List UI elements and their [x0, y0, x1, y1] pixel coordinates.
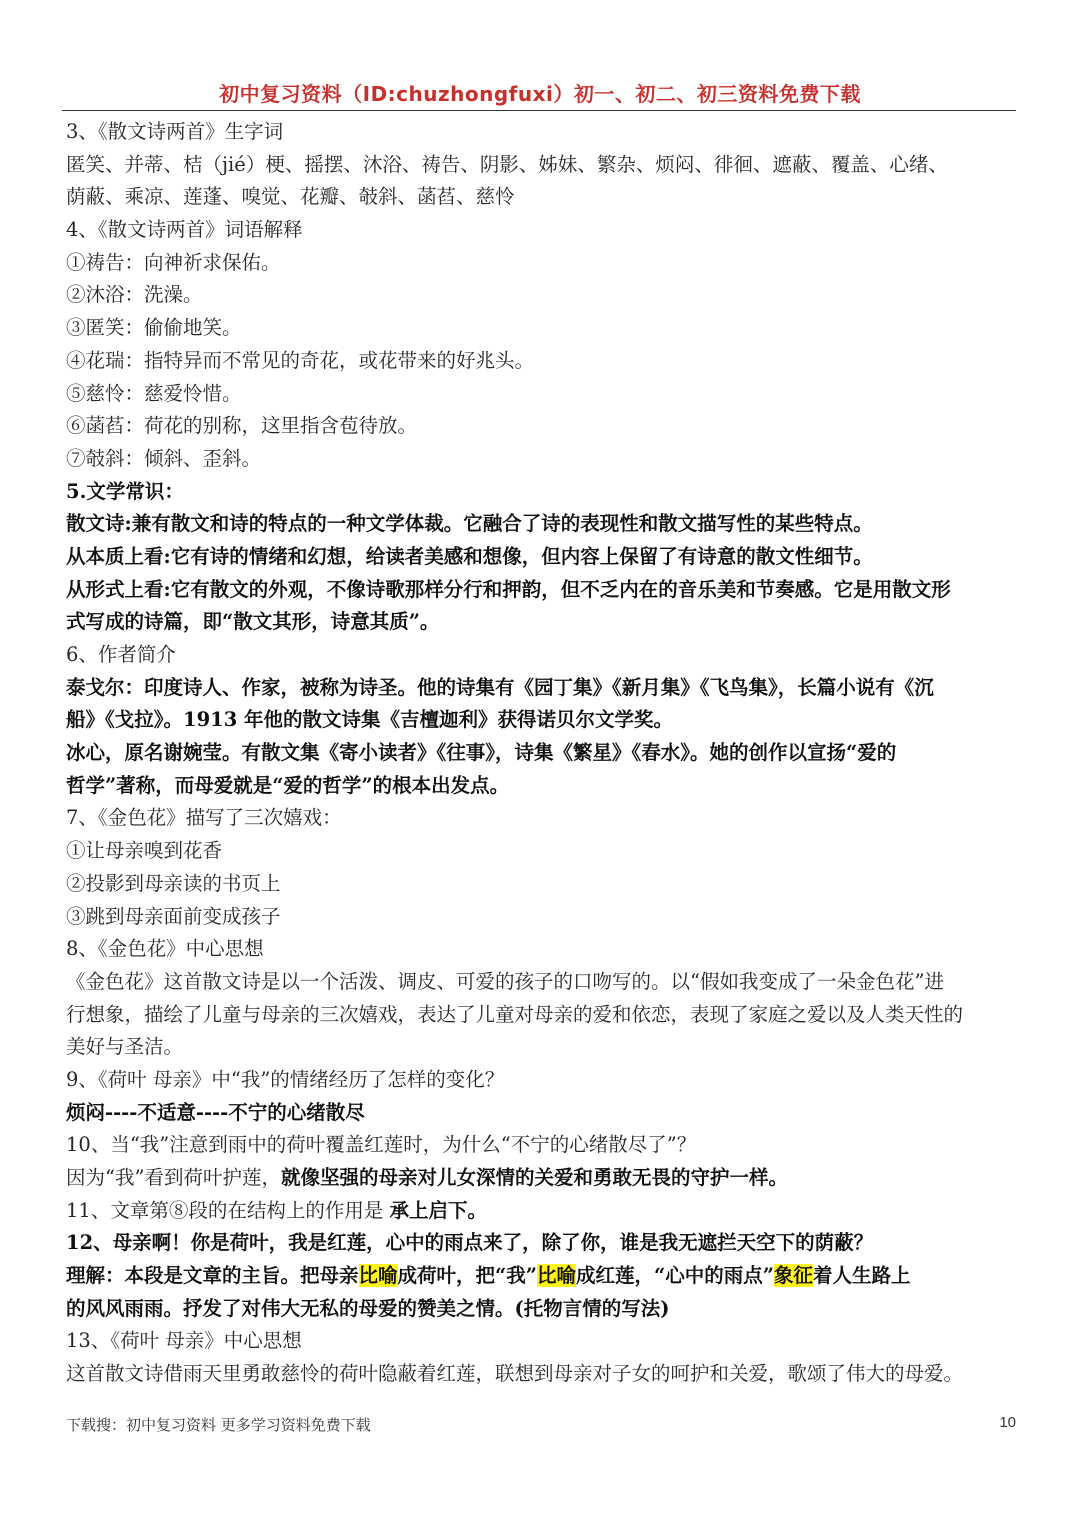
page-number: 10 [999, 1414, 1016, 1431]
answer-mid: 成荷叶，把“我” [397, 1264, 537, 1288]
definition-item: ②沐浴：洗澡。 [66, 283, 203, 307]
question-lead: 11、文章第⑧段的在结构上的作用是 [66, 1198, 390, 1222]
paragraph-line: 散文诗:兼有散文和诗的特点的一种文学体裁。它融合了诗的表现性和散文描写性的某些特点。 [66, 512, 873, 536]
highlight-term: 比喻 [358, 1264, 398, 1288]
section-heading: 5.文学常识： [66, 479, 184, 503]
vocab-line: 匿笑、并蒂、桔（jié）梗、摇摆、沐浴、祷告、阴影、姊妹、繁杂、烦闷、徘徊、遮蔽、覆盖、心绪、 [66, 152, 948, 176]
definition-item: ⑥菡萏：荷花的别称，这里指含苞待放。 [66, 414, 418, 438]
section-heading: 7、《金色花》描写了三次嬉戏： [66, 806, 342, 830]
paragraph-line: 《金色花》这首散文诗是以一个活泼、调皮、可爱的孩子的口吻写的。以“假如我变成了一朵金色花”进 [66, 969, 944, 993]
list-item: ②投影到母亲读的书页上 [66, 871, 281, 895]
list-item: ①让母亲嗅到花香 [66, 839, 223, 863]
header-divider [62, 110, 1016, 111]
answer-bold: 就像坚强的母亲对儿女深情的关爱和勇敢无畏的守护一样。 [280, 1166, 788, 1189]
answer-lead: 因为“我”看到荷叶护莲， [66, 1166, 281, 1189]
definition-item: ③匿笑：偷偷地笑。 [66, 316, 242, 340]
answer-lead: 理解：本段是文章的主旨。把母亲 [66, 1264, 359, 1288]
answer-line: 烦闷----不适意----不宁的心绪散尽 [66, 1100, 365, 1124]
answer-line [66, 1260, 1021, 1293]
answer-bold: 承上启下。 [389, 1198, 488, 1222]
paragraph-line: 泰戈尔：印度诗人、作家，被称为诗圣。他的诗集有《园丁集》《新月集》《飞鸟集》，长篇小说有《沉 [66, 675, 934, 699]
section-heading: 8、《金色花》中心思想 [66, 937, 264, 961]
paragraph-line: 哲学”著称，而母爱就是“爱的哲学”的根本出发点。 [66, 773, 510, 797]
paragraph-line: 行想象，描绘了儿童与母亲的三次嬉戏，表达了儿童对母亲的爱和依恋，表现了家庭之爱以及人类天性的 [66, 1002, 964, 1026]
definition-item: ⑦攲斜：倾斜、歪斜。 [66, 446, 262, 470]
page-header-title: 初中复习资料（ID:chuzhongfuxi）初一、初二、初三资料免费下载 [219, 82, 861, 106]
paragraph-line: 从本质上看:它有诗的情绪和幻想，给读者美感和想像，但内容上保留了有诗意的散文性细节。 [66, 544, 873, 568]
list-item: ③跳到母亲面前变成孩子 [66, 904, 281, 928]
document-body [66, 116, 1021, 1391]
section-heading: 13、《荷叶 母亲》中心思想 [66, 1329, 302, 1353]
footer-text: 下载搜：初中复习资料 更多学习资料免费下载 [66, 1416, 371, 1434]
paragraph-line: 美好与圣洁。 [66, 1035, 184, 1059]
paragraph-line: 这首散文诗借雨天里勇敢慈怜的荷叶隐蔽着红莲，联想到母亲对子女的呵护和关爱，歌颂了伟大的母爱。 [66, 1362, 964, 1386]
definition-item: ④花瑞：指特异而不常见的奇花，或花带来的好兆头。 [66, 348, 535, 372]
question-line: 9、《荷叶 母亲》中“我”的情绪经历了怎样的变化？ [66, 1067, 505, 1091]
answer-mid: 成红莲，“心中的雨点” [575, 1264, 774, 1288]
paragraph-line: 式写成的诗篇，即“散文其形，诗意其质”。 [66, 610, 440, 634]
highlight-term: 象征 [773, 1264, 813, 1288]
paragraph-line: 从形式上看:它有散文的外观，不像诗歌那样分行和押韵，但不乏内在的音乐美和节奏感。它是用散文形 [66, 577, 951, 601]
highlight-term: 比喻 [536, 1264, 576, 1288]
section-heading: 6、作者简介 [66, 643, 176, 666]
question-line: 12、母亲啊！你是荷叶，我是红莲，心中的雨点来了，除了你，谁是我无遮拦天空下的荫蔽？ [66, 1231, 874, 1255]
answer-line [66, 1162, 1021, 1195]
vocab-line: 荫蔽、乘凉、莲蓬、嗅觉、花瓣、攲斜、菡萏、慈怜 [66, 185, 515, 209]
section-heading: 4、《散文诗两首》词语解释 [66, 218, 303, 242]
paragraph-line: 冰心，原名谢婉莹。有散文集《寄小读者》《往事》，诗集《繁星》《春水》。她的创作以宣扬“爱的 [66, 741, 897, 765]
section-heading: 3、《散文诗两首》生字词 [66, 120, 284, 143]
answer-tail: 着人生路上 [812, 1264, 911, 1288]
answer-line: 的风风雨雨。抒发了对伟大无私的母爱的赞美之情。(托物言情的写法) [66, 1296, 670, 1320]
definition-item: ①祷告：向神祈求保佑。 [66, 250, 281, 274]
question-line: 10、当“我”注意到雨中的荷叶覆盖红莲时，为什么“不宁的心绪散尽了”？ [66, 1133, 697, 1157]
definition-item: ⑤慈怜：慈爱怜惜。 [66, 381, 242, 405]
question-line [66, 1195, 1021, 1228]
paragraph-line: 船》《戈拉》。1913 年他的散文诗集《吉檀迦利》获得诺贝尔文学奖。 [66, 708, 674, 732]
